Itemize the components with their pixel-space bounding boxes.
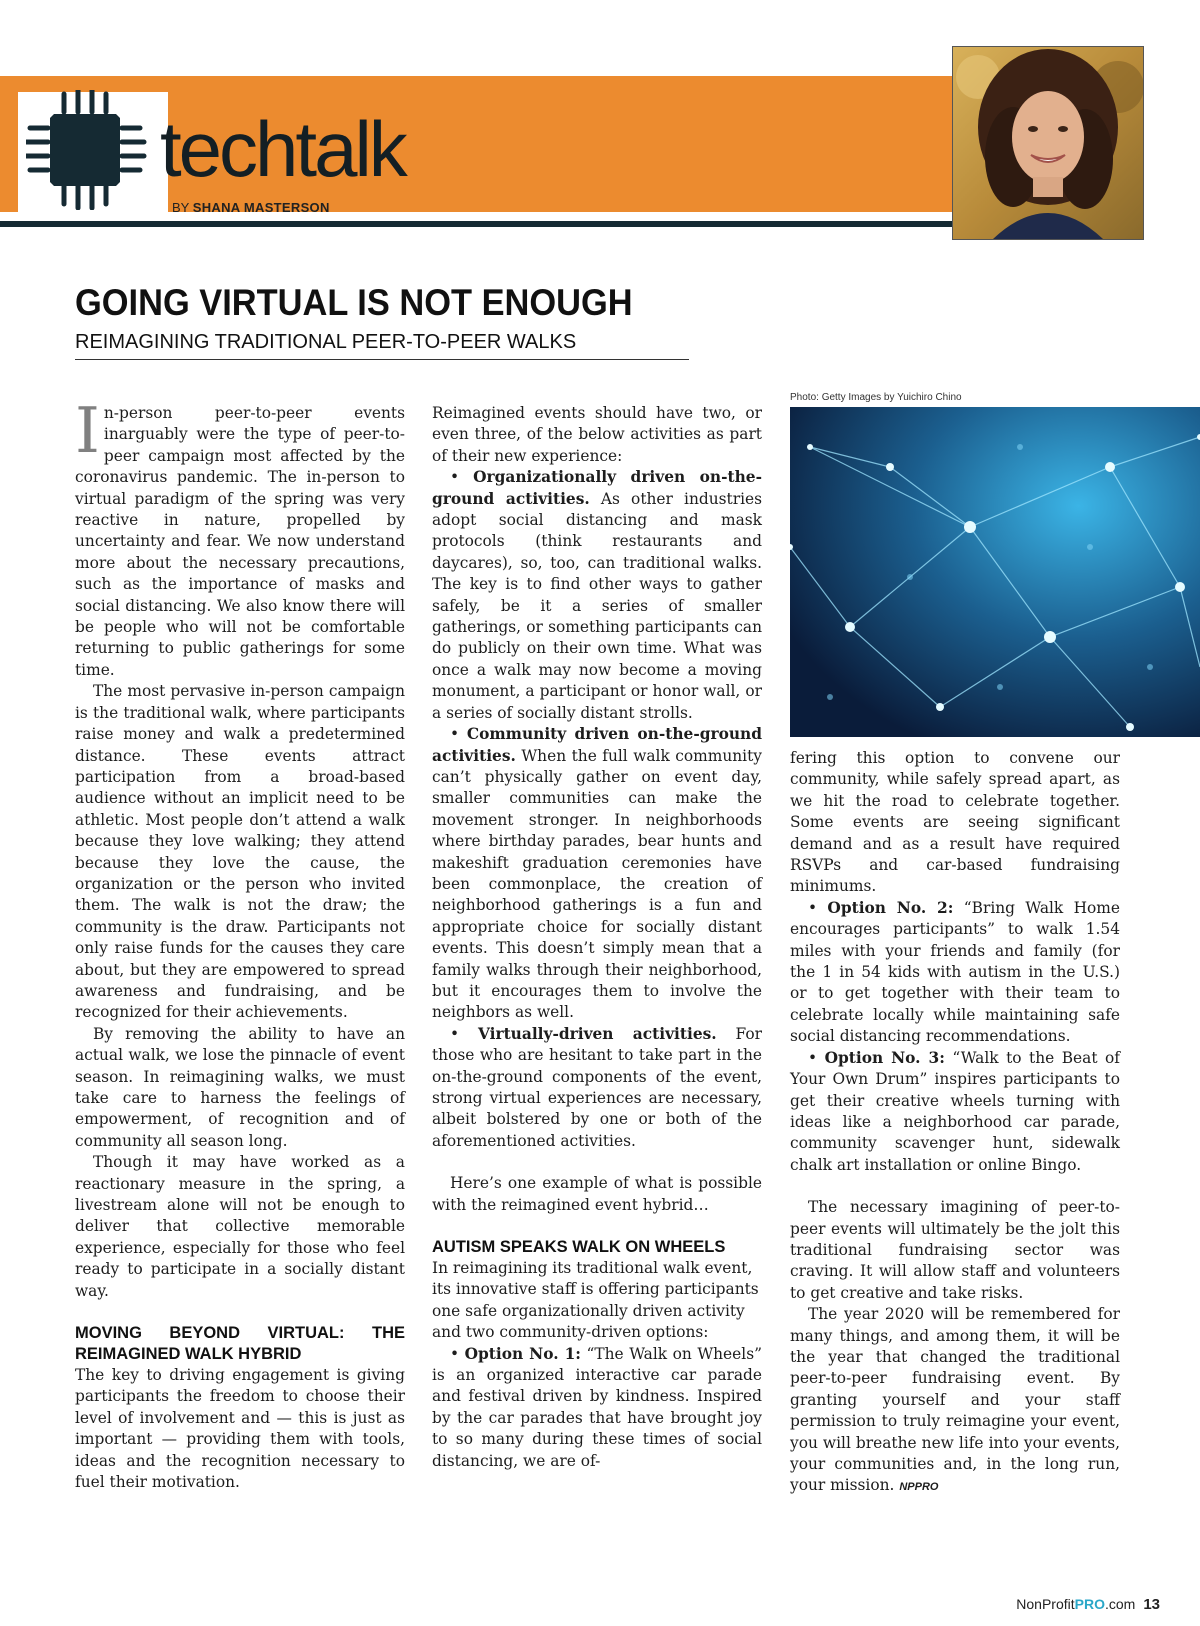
paragraph: By removing the ability to have an actual walk, we lose the pinnacle of event season. In reimagining walks, we must take care to harness the feelings of empowerment, of recognition and of community all season long. <box>75 1024 405 1150</box>
spacer <box>432 1216 762 1237</box>
drop-cap: I <box>75 394 100 467</box>
column-2 <box>432 403 762 1472</box>
bullet-text: For those who are hesitant to take part in the on-the-ground components of the event, strong virtual experiences are necessary, albeit bolstered by one or both of the aforementioned activities. <box>432 1024 762 1150</box>
column-1 <box>75 394 405 1494</box>
paragraph: In reimagining its traditional walk event, its innovative staff is offering participants one safe organizationally driven activity and two community-driven options: <box>432 1259 759 1342</box>
byline <box>172 200 330 216</box>
option-text: “The Walk on Wheels” is an organized interactive car parade and festival driven by kindness. Inspired by the car parades that have brought joy to so many during these times of social distancing, we are of- <box>432 1344 762 1470</box>
paragraph <box>790 1304 1120 1499</box>
paragraph: Here’s one example of what is possible with the reimagined event hybrid… <box>432 1174 762 1214</box>
bullet-label: Virtually-driven activities. <box>477 1024 717 1043</box>
title-rule <box>75 359 689 360</box>
author-photo <box>952 46 1144 240</box>
option-item: • Option No. 3: “Walk to the Beat of Your Own Drum” inspires participants to get their creative wheels turning with ideas like a neighborhood car parade, community scavenger hunt, sidewalk chalk art installation or online Bingo. <box>790 1048 1120 1174</box>
article-subtitle: REIMAGINING TRADITIONAL PEER-TO-PEER WALKS <box>75 331 577 353</box>
paragraph: Though it may have worked as a reactionary measure in the spring, a livestream alone will not be enough to deliver that collective memorable experience, especially for those who feel ready to participate in a socially distant way. <box>75 1153 405 1300</box>
spacer <box>432 1152 762 1173</box>
spacer <box>75 1302 405 1323</box>
section-heading: MOVING BEYOND VIRTUAL: THE REIMAGINED WALK HYBRID <box>75 1324 405 1364</box>
option-label: Option No. 2: <box>827 898 954 917</box>
paragraph: The most pervasive in-person campaign is the traditional walk, where participants raise money and walk a predetermined distance. These events attract participation from a broad-based audience without an implicit need to be athletic. Most people don’t attend a walk because they love walking; they attend because they love the cause, the organization or the person who invited them. The walk is not the draw; the community is the draw. Participants not only raise funds for the causes they care about, but they are empowered to spread awareness and fundraising, and be recognized for their achievements. <box>75 682 405 1022</box>
bullet-label: Organizationally driven on-the-ground activities. <box>432 468 762 508</box>
article-title: GOING VIRTUAL IS NOT ENOUGH <box>75 282 633 323</box>
option-label: Option No. 3: <box>824 1048 945 1067</box>
photo-credit: Photo: Getty Images by Yuichiro Chino <box>790 392 962 403</box>
byline-prefix: BY <box>172 200 190 215</box>
network-photo <box>790 407 1200 737</box>
bullet-label: Community driven on-the-ground activities. <box>432 725 762 765</box>
paragraph-text: n-person peer-to-peer events inarguably were the type of peer-to-peer campaign most affected by the coronavirus pandemic. The in-person to virtual paradigm of the spring was very reactive in nature, propelled by uncertainty and fear. We now understand more about the necessary precautions, such as the importance of masks and social distancing. We also know there will be people who will not be comfortable returning to public gatherings for some time. <box>75 404 405 679</box>
option-item: • Option No. 2: “Bring Walk Home encourages participants” to walk 1.54 miles with your friends and family (for the 1 in 54 kids with autism in the U.S.) or to get together with their team to celebrate locally while maintaining safe social distancing recommendations. <box>790 898 1120 1046</box>
option-text: “Bring Walk Home encourages participants” to walk 1.54 miles with your friends and family (for the 1 in 54 kids with autism in the U.S.) or to get together with their team to celebrate locally while maintaining safe social distancing recommendations. <box>790 898 1120 1046</box>
microchip-icon <box>26 90 156 210</box>
site-name-prefix: NonProfit <box>1016 1596 1075 1612</box>
site-name-suffix: .com <box>1104 1596 1136 1612</box>
spacer <box>790 1176 1120 1197</box>
option-item: • Option No. 1: “The Walk on Wheels” is an organized interactive car parade and festival driven by kindness. Inspired by the car parades that have brought joy to so many during these times of social distancing, we are of- <box>432 1344 762 1470</box>
signoff: NPPRO <box>899 1481 939 1494</box>
paragraph: The key to driving engagement is giving participants the freedom to choose their level of involvement and — this is just as important — providing them with tools, ideas and the recognition necessary to fuel their motivation. <box>75 1366 405 1492</box>
bullet-text: As other industries adopt social distancing and mask protocols (think restaurants and daycares), so, too, can traditional walks. The key is to find other ways to gather safely, be it a series of smaller gatherings, or something participants can do publicly on their own time. What was once a walk may now become a moving monument, a participant or honor wall, or a series of socially distant strolls. <box>432 489 762 722</box>
bullet-item: • Organizationally driven on-the-ground activities. As other industries adopt social distancing and mask protocols (think restaurants and daycares), so, too, can traditional walks. The key is to find other ways to gather safely, be it a series of smaller gatherings, or something participants can do publicly on their own time. What was once a walk may now become a moving monument, a participant or honor wall, or a series of socially distant strolls. <box>432 468 762 722</box>
column-3 <box>790 748 1120 1499</box>
paragraph-text: The year 2020 will be remembered for many things, and among them, it will be the year that changed the traditional peer-to-peer fundraising event. By granting yourself and your staff permission to truly reimagine your event, you will breathe new life into your events, your communities and, in the long run, your mission. <box>790 1305 1120 1495</box>
paragraph: Reimagined events should have two, or even three, of the below activities as part of their new experience: <box>432 404 762 465</box>
bullet-item: • Virtually-driven activities. For those who are hesitant to take part in the on-the-ground components of the event, strong virtual experiences are necessary, albeit bolstered by one or both of the aforementioned activities. <box>432 1024 762 1150</box>
header-rule <box>0 221 955 227</box>
section-heading: AUTISM SPEAKS WALK ON WHEELS <box>432 1238 726 1257</box>
paragraph: The necessary imagining of peer-to-peer events will ultimately be the jolt this traditional fundraising sector was craving. It will allow staff and volunteers to get creative and take risks. <box>790 1198 1120 1302</box>
page-footer <box>1016 1596 1160 1613</box>
brand-wordmark: techtalk <box>160 105 405 193</box>
site-name-pro: PRO <box>1074 1596 1105 1612</box>
option-text: “Walk to the Beat of Your Own Drum” inspires participants to get their creative wheels turning with ideas like a neighborhood car parade, community scavenger hunt, sidewalk chalk art installation or online Bingo. <box>790 1048 1120 1174</box>
author-name: SHANA MASTERSON <box>192 200 330 215</box>
bullet-text: When the full walk community can’t physically gather on event day, smaller communities can make the movement stronger. In neighborhoods where birthday parades, bear hunts and makeshift graduation ceremonies have been commonplace, the creation of neighborhood gatherings is a fun and appropriate choice for socially distant events. This doesn’t simply mean that a family walks through their neighborhood, but it encourages them to involve the neighbors as well. <box>432 746 762 1022</box>
paragraph: fering this option to convene our community, while safely spread apart, as we hit the road to celebrate together. Some events are seeing significant demand and as a result have required RSVPs and car-based fundraising minimums. <box>790 749 1120 896</box>
page-number: 13 <box>1143 1596 1160 1613</box>
paragraph <box>75 394 405 681</box>
bullet-item: • Community driven on-the-ground activities. When the full walk community can’t physically gather on event day, smaller communities can make the movement stronger. In neighborhoods where birthday parades, bear hunts and makeshift graduation ceremonies have been commonplace, the creation of neighborhood gatherings is a fun and appropriate choice for socially distant events. This doesn’t simply mean that a family walks through their neighborhood, but it encourages them to involve the neighbors as well. <box>432 725 762 1022</box>
option-label: Option No. 1: <box>464 1344 581 1363</box>
